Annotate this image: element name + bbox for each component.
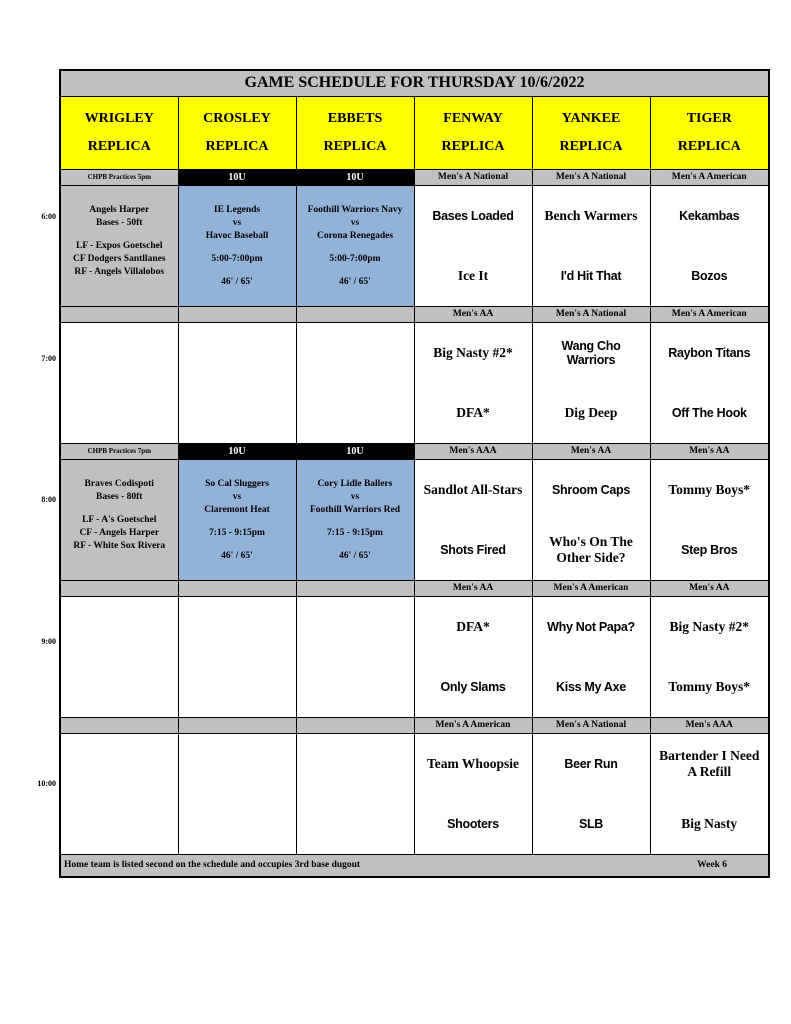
empty-slot — [296, 734, 414, 855]
division-label: Men's AAA — [414, 444, 532, 460]
away-team: Bench Warmers — [544, 208, 638, 224]
field-dimensions: 46' / 65' — [221, 550, 253, 561]
field-sub: REPLICA — [441, 139, 505, 154]
field-sub: REPLICA — [323, 139, 387, 154]
home-team: DFA* — [456, 405, 490, 421]
practice-team: Angels Harper — [89, 204, 150, 215]
division-label: CHPB Practices 5pm — [60, 170, 178, 186]
division-row — [60, 444, 769, 460]
division-label: Men's AA — [414, 581, 532, 597]
division-row — [60, 581, 769, 597]
vs-label: vs — [350, 217, 360, 228]
game-time: 5:00-7:00pm — [329, 253, 381, 264]
division-row — [60, 170, 769, 186]
time-label-7: 7:00 — [41, 354, 56, 363]
away-team: Team Whoopsie — [427, 756, 519, 772]
field-header-ebbets — [296, 97, 414, 170]
division-label: Men's AAA — [650, 718, 769, 734]
field-header-tiger — [650, 97, 769, 170]
away-team: Kekambas — [679, 208, 740, 223]
vs-label: vs — [232, 491, 242, 502]
youth-game — [178, 460, 296, 581]
game-time: 7:15 - 9:15pm — [209, 527, 265, 538]
vs-label: vs — [232, 217, 242, 228]
field-sub: REPLICA — [87, 139, 151, 154]
field-dimensions: 46' / 65' — [339, 550, 371, 561]
adult-game — [414, 186, 532, 307]
division-label: Men's A National — [532, 307, 650, 323]
away-team: IE Legends — [213, 204, 261, 215]
adult-game — [532, 597, 650, 718]
division-label — [60, 307, 178, 323]
home-team: Ice It — [457, 268, 489, 284]
field-dimensions: 46' / 65' — [221, 276, 253, 287]
game-row — [60, 460, 769, 581]
time-label-9: 9:00 — [41, 637, 56, 646]
schedule-table — [59, 69, 770, 878]
field-sub: REPLICA — [559, 139, 623, 154]
empty-slot — [60, 323, 178, 444]
field-sub: REPLICA — [677, 139, 741, 154]
field-header-crosley — [178, 97, 296, 170]
home-team: Bozos — [691, 268, 728, 283]
division-label — [296, 307, 414, 323]
adult-game — [650, 186, 769, 307]
week-label: Week 6 — [697, 860, 727, 871]
division-row — [60, 718, 769, 734]
empty-slot — [296, 323, 414, 444]
field-header-fenway — [414, 97, 532, 170]
game-row — [60, 186, 769, 307]
practice-cf: CF - Angels Harper — [79, 527, 160, 538]
division-label: Men's AA — [414, 307, 532, 323]
empty-slot — [296, 597, 414, 718]
field-dimensions: 46' / 65' — [339, 276, 371, 287]
youth-game — [178, 186, 296, 307]
time-label-10: 10:00 — [37, 779, 56, 788]
practice-rf: RF - White Sox Rivera — [73, 540, 166, 551]
home-team: SLB — [578, 816, 604, 831]
division-label: Men's A American — [414, 718, 532, 734]
adult-game — [650, 734, 769, 855]
away-team: So Cal Sluggers — [205, 478, 269, 489]
home-team: Big Nasty — [681, 816, 738, 832]
adult-game — [650, 597, 769, 718]
division-row — [60, 307, 769, 323]
away-team: Raybon Titans — [668, 345, 751, 360]
adult-game — [650, 460, 769, 581]
adult-game — [414, 597, 532, 718]
away-team: Shroom Caps — [552, 482, 630, 497]
game-time: 5:00-7:00pm — [211, 253, 263, 264]
game-row — [60, 323, 769, 444]
away-team: Bases Loaded — [432, 208, 514, 223]
home-team: Foothill Warriors Red — [309, 504, 401, 515]
home-team: Kiss My Axe — [556, 679, 626, 694]
home-team: Step Bros — [681, 542, 738, 557]
away-team: DFA* — [456, 619, 490, 635]
division-label — [178, 581, 296, 597]
field-name: WRIGLEY — [84, 111, 154, 126]
game-row — [60, 597, 769, 718]
division-label: 10U — [178, 170, 296, 186]
field-name: EBBETS — [327, 111, 383, 126]
practice-block — [60, 186, 178, 307]
division-label — [178, 307, 296, 323]
field-name: FENWAY — [443, 111, 503, 126]
division-label: Men's AA — [532, 444, 650, 460]
division-label — [178, 718, 296, 734]
division-label: 10U — [296, 444, 414, 460]
division-label — [60, 581, 178, 597]
away-team: Why Not Papa? — [547, 619, 635, 634]
home-team: Shots Fired — [440, 542, 506, 557]
division-label — [60, 718, 178, 734]
practice-block — [60, 460, 178, 581]
away-team: Big Nasty #2* — [433, 345, 513, 361]
home-team: I'd Hit That — [560, 268, 622, 283]
adult-game — [532, 323, 650, 444]
empty-slot — [178, 734, 296, 855]
practice-rf: RF - Angels Villalobos — [74, 266, 165, 277]
away-team: Tommy Boys* — [668, 482, 751, 498]
division-label: CHPB Practices 7pm — [60, 444, 178, 460]
adult-game — [532, 460, 650, 581]
adult-game — [650, 323, 769, 444]
home-team: Tommy Boys* — [668, 679, 751, 695]
division-label: Men's A American — [532, 581, 650, 597]
away-team: Wang Cho Warriors — [561, 338, 621, 367]
practice-cf: CF Dodgers Santllanes — [72, 253, 166, 264]
adult-game — [414, 323, 532, 444]
schedule-footer — [60, 855, 769, 878]
division-label: Men's AA — [650, 581, 769, 597]
away-team: Bartender I Need A Refill — [659, 748, 760, 779]
practice-bases: Bases - 50ft — [96, 217, 143, 228]
empty-slot — [60, 734, 178, 855]
field-name: TIGER — [686, 111, 732, 126]
time-label-6: 6:00 — [41, 212, 56, 221]
youth-game — [296, 460, 414, 581]
home-team: Claremont Heat — [204, 504, 270, 515]
schedule-title: GAME SCHEDULE FOR THURSDAY 10/6/2022 — [60, 70, 769, 97]
division-label: 10U — [178, 444, 296, 460]
practice-lf: LF - A's Goetschel — [82, 514, 157, 525]
empty-slot — [178, 597, 296, 718]
empty-slot — [178, 323, 296, 444]
away-team: Sandlot All-Stars — [423, 482, 523, 498]
division-label: 10U — [296, 170, 414, 186]
division-label: Men's A National — [532, 170, 650, 186]
practice-team: Braves Codispoti — [84, 478, 154, 489]
field-name: YANKEE — [561, 111, 621, 126]
home-team: Corona Renegades — [316, 230, 394, 241]
field-name: CROSLEY — [203, 111, 271, 126]
footer-note: Home team is listed second on the schedule and occupies 3rd base dugout — [64, 860, 361, 871]
practice-bases: Bases - 80ft — [96, 491, 143, 502]
home-team: Only Slams — [440, 679, 506, 694]
home-team: Shooters — [447, 816, 499, 831]
game-time: 7:15 - 9:15pm — [327, 527, 383, 538]
home-team: Havoc Baseball — [205, 230, 269, 241]
field-header-row — [60, 97, 769, 170]
away-team: Beer Run — [564, 756, 618, 771]
division-label — [296, 581, 414, 597]
vs-label: vs — [350, 491, 360, 502]
field-header-wrigley — [60, 97, 178, 170]
away-team: Big Nasty #2* — [669, 619, 749, 635]
division-label: Men's A National — [532, 718, 650, 734]
division-label: Men's A American — [650, 170, 769, 186]
adult-game — [532, 734, 650, 855]
away-team: Cory Lidle Ballers — [317, 478, 393, 489]
division-label — [296, 718, 414, 734]
adult-game — [414, 460, 532, 581]
division-label: Men's A American — [650, 307, 769, 323]
youth-game — [296, 186, 414, 307]
game-row — [60, 734, 769, 855]
time-label-8: 8:00 — [41, 495, 56, 504]
home-team: Off The Hook — [671, 405, 747, 420]
home-team: Dig Deep — [564, 405, 618, 421]
empty-slot — [60, 597, 178, 718]
division-label: Men's A National — [414, 170, 532, 186]
field-header-yankee — [532, 97, 650, 170]
away-team: Foothill Warriors Navy — [307, 204, 403, 215]
division-label: Men's AA — [650, 444, 769, 460]
practice-lf: LF - Expos Goetschel — [76, 240, 163, 251]
home-team: Who's On The Other Side? — [549, 534, 633, 565]
adult-game — [414, 734, 532, 855]
field-sub: REPLICA — [205, 139, 269, 154]
adult-game — [532, 186, 650, 307]
